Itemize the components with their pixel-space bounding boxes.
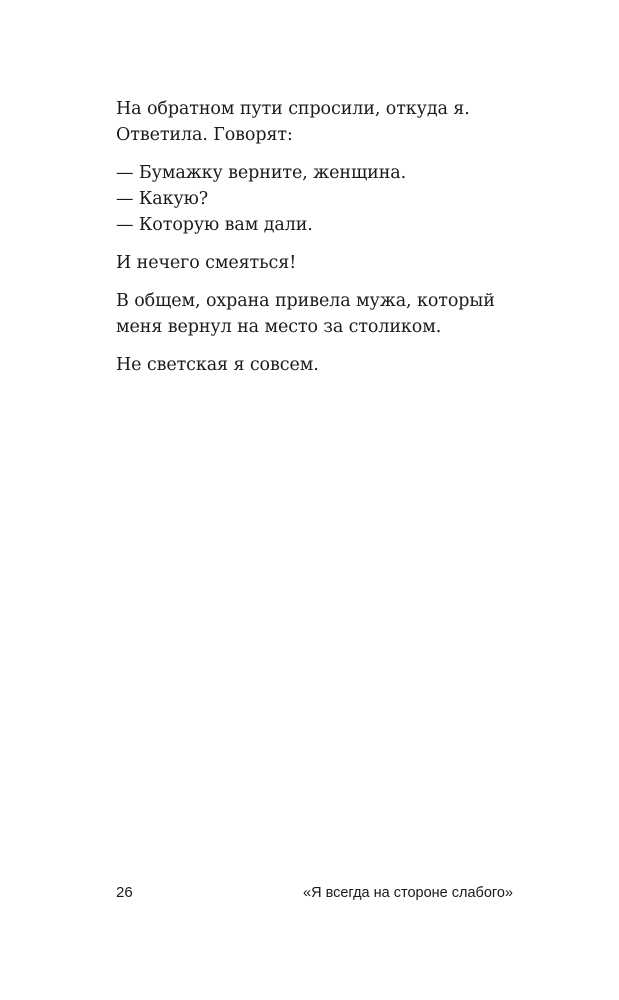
paragraph: На обратном пути спросили, откуда я. Ответила. Говорят: (116, 99, 470, 145)
dialogue-line: — Которую вам дали. (116, 215, 313, 235)
dialogue-block (116, 160, 516, 238)
page-number: 26 (116, 884, 133, 901)
paragraph: Не светская я совсем. (116, 355, 319, 375)
page-footer (116, 884, 513, 901)
dialogue-line: — Какую? (116, 189, 209, 209)
running-title: «Я всегда на стороне слабого» (303, 885, 513, 901)
paragraph: И нечего смеяться! (116, 253, 297, 273)
body-text (116, 96, 516, 390)
paragraph: В общем, охрана привела мужа, который меня вернул на место за столиком. (116, 291, 495, 337)
dialogue-line: — Бумажку верните, женщина. (116, 163, 407, 183)
